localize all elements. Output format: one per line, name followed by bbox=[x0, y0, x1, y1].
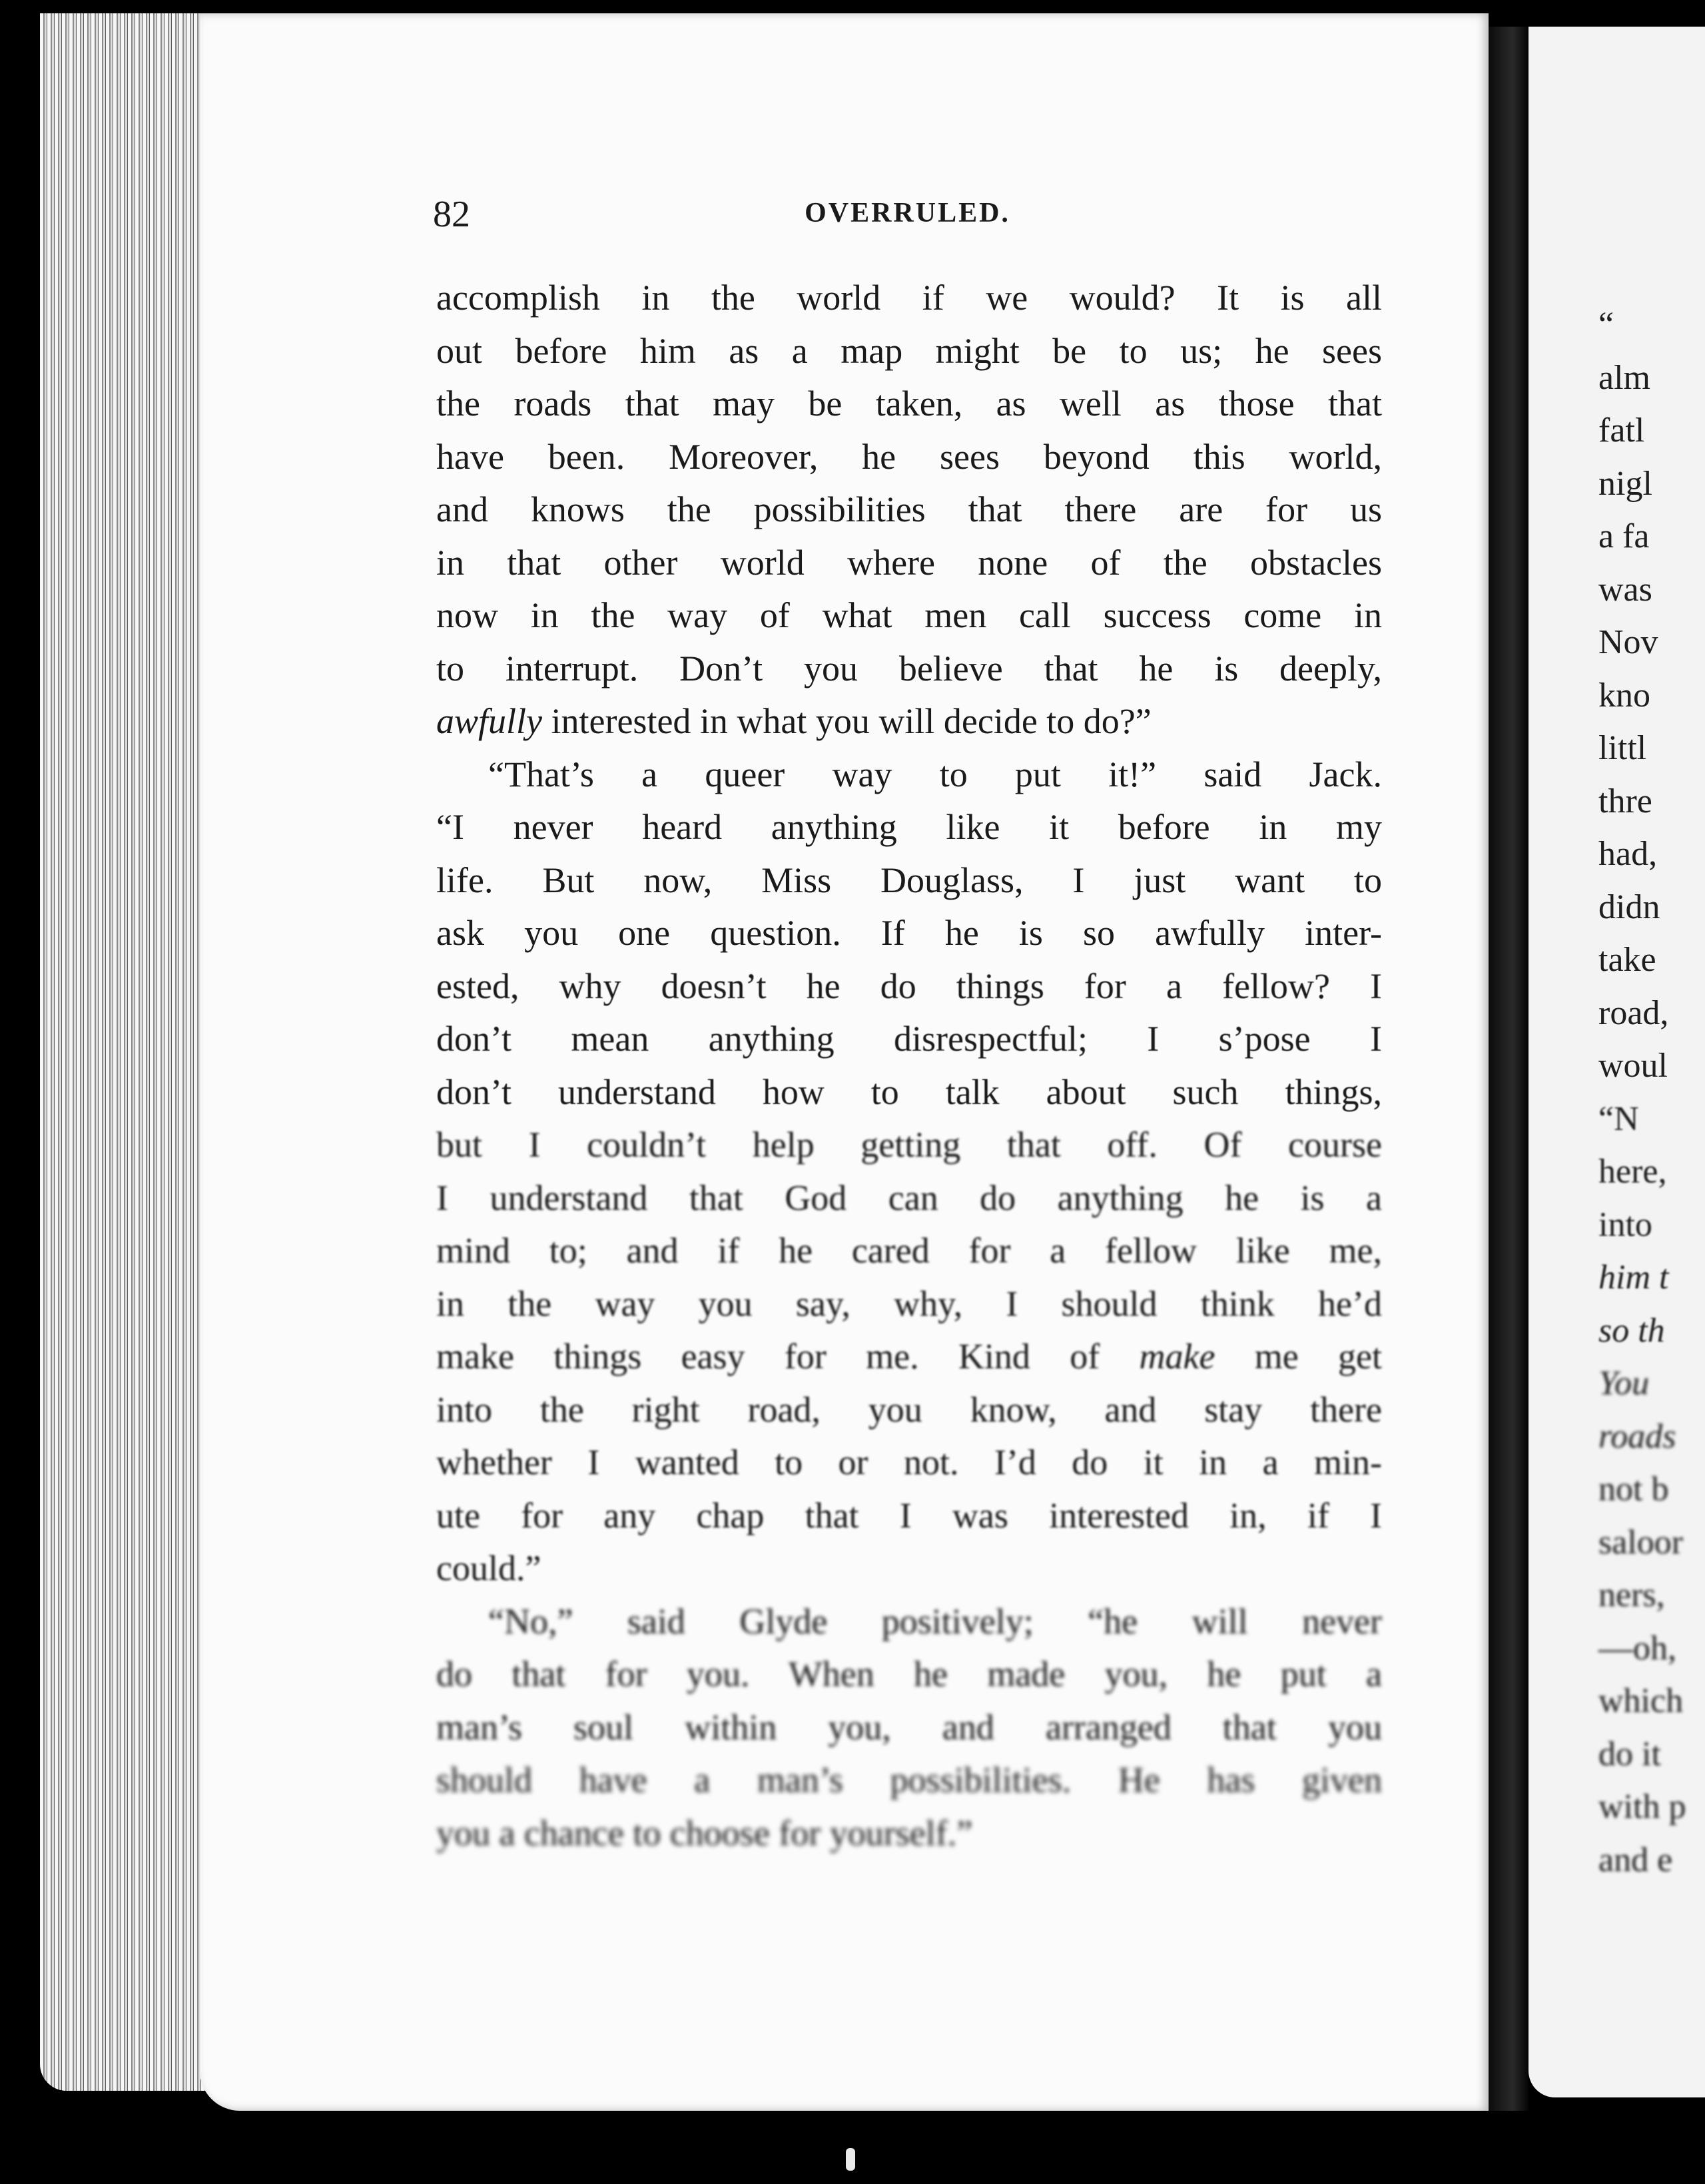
text-line: “I never heard anything like it before in my bbox=[436, 807, 1382, 847]
text-line bbox=[436, 695, 1382, 748]
facing-page-line: “N bbox=[1598, 1099, 1639, 1138]
bottom-mark bbox=[846, 2148, 855, 2171]
text-line: ested, why doesn’t he do things for a fellow? I bbox=[436, 965, 1382, 1006]
facing-page-line: a fa bbox=[1598, 517, 1650, 555]
italic-word: awfully bbox=[436, 701, 542, 741]
facing-page-line: Nov bbox=[1598, 623, 1658, 661]
text-line: but I couldn’t help getting that off. Of course bbox=[436, 1125, 1382, 1165]
text-line: man’s soul within you, and arranged that you bbox=[436, 1707, 1382, 1747]
text-line: to interrupt. Don’t you believe that he is deeply, bbox=[436, 648, 1382, 688]
text-line: ask you one question. If he is so awfully inter- bbox=[436, 913, 1382, 953]
text-line: in that other world where none of the obstacles bbox=[436, 542, 1382, 583]
facing-page-line: saloor bbox=[1598, 1523, 1684, 1561]
facing-page-line: alm bbox=[1598, 358, 1650, 397]
text-line: could.” bbox=[436, 1548, 541, 1588]
facing-page-line: and e bbox=[1598, 1840, 1673, 1879]
facing-page-line: didn bbox=[1598, 888, 1660, 926]
text-line: have been. Moreover, he sees beyond this world, bbox=[436, 436, 1382, 477]
facing-page-line: which bbox=[1598, 1682, 1684, 1720]
text-line: whether I wanted to or not. I’d do it in a min- bbox=[436, 1442, 1382, 1482]
facing-page-line: You bbox=[1598, 1364, 1650, 1402]
facing-page-line: roads bbox=[1598, 1417, 1676, 1456]
facing-page-line: into bbox=[1598, 1205, 1652, 1244]
facing-page-line: with p bbox=[1598, 1788, 1686, 1826]
text-line: accomplish in the world if we would? It is all bbox=[436, 278, 1382, 318]
running-title: OVERRULED. bbox=[805, 198, 1010, 228]
facing-page-line: him t bbox=[1598, 1258, 1669, 1296]
facing-page-line: nigl bbox=[1598, 464, 1652, 503]
text-line: don’t understand how to talk about such things, bbox=[436, 1071, 1382, 1112]
facing-page bbox=[1529, 27, 1705, 2097]
running-head bbox=[433, 193, 1382, 240]
facing-page-line: thre bbox=[1598, 782, 1652, 820]
text-line: into the right road, you know, and stay there bbox=[436, 1389, 1382, 1430]
facing-page-line: so th bbox=[1598, 1311, 1665, 1350]
book-page-edges bbox=[40, 13, 220, 2091]
text-line: you a chance to choose for yourself.” bbox=[436, 1812, 973, 1853]
text-line-rest: me get bbox=[1254, 1336, 1383, 1376]
text-line: “No,” said Glyde positively; “he will never bbox=[488, 1601, 1382, 1641]
facing-page-line: woul bbox=[1598, 1047, 1668, 1085]
text-line: now in the way of what men call success come in bbox=[436, 595, 1382, 635]
text-line: “That’s a queer way to put it!” said Jack. bbox=[488, 754, 1382, 794]
facing-page-line: “ bbox=[1598, 306, 1614, 344]
book-gutter bbox=[1489, 27, 1529, 2111]
facing-page-line: take bbox=[1598, 941, 1656, 979]
facing-page-line: road, bbox=[1598, 993, 1669, 1032]
text-line: do that for you. When he made you, he put a bbox=[436, 1654, 1382, 1694]
body-text bbox=[436, 272, 1382, 1860]
facing-page-line: littl bbox=[1598, 729, 1647, 767]
text-line: and knows the possibilities that there are for us bbox=[436, 489, 1382, 529]
page-number: 82 bbox=[433, 194, 470, 235]
facing-page-line: had, bbox=[1598, 835, 1658, 873]
text-line: mind to; and if he cared for a fellow like me, bbox=[436, 1230, 1382, 1270]
text-line-start: make things easy for me. Kind of bbox=[436, 1336, 1100, 1376]
facing-page-line: kno bbox=[1598, 676, 1650, 714]
facing-page-line: not b bbox=[1598, 1470, 1669, 1508]
text-line-rest: interested in what you will decide to do?” bbox=[551, 701, 1152, 741]
facing-page-line: fatl bbox=[1598, 411, 1645, 449]
text-line: life. But now, Miss Douglass, I just want to bbox=[436, 860, 1382, 900]
text-line: in the way you say, why, I should think he’d bbox=[436, 1283, 1382, 1324]
facing-page-line: here, bbox=[1598, 1153, 1667, 1191]
italic-word: make bbox=[1139, 1336, 1215, 1376]
text-line: ute for any chap that I was interested in, if I bbox=[436, 1495, 1382, 1535]
facing-page-line: was bbox=[1598, 570, 1652, 609]
facing-page-line: do it bbox=[1598, 1735, 1661, 1773]
facing-page-line: ners, bbox=[1598, 1576, 1665, 1614]
text-line bbox=[436, 1330, 1382, 1384]
text-line: out before him as a map might be to us; he sees bbox=[436, 330, 1382, 371]
text-line: don’t mean anything disrespectful; I s’pose I bbox=[436, 1019, 1382, 1059]
text-line: I understand that God can do anything he is a bbox=[436, 1177, 1382, 1218]
text-line: should have a man’s possibilities. He has given bbox=[436, 1760, 1382, 1800]
facing-page-line: —oh, bbox=[1598, 1629, 1676, 1667]
text-line: the roads that may be taken, as well as those that bbox=[436, 384, 1382, 423]
facing-page-text bbox=[1598, 298, 1686, 1886]
